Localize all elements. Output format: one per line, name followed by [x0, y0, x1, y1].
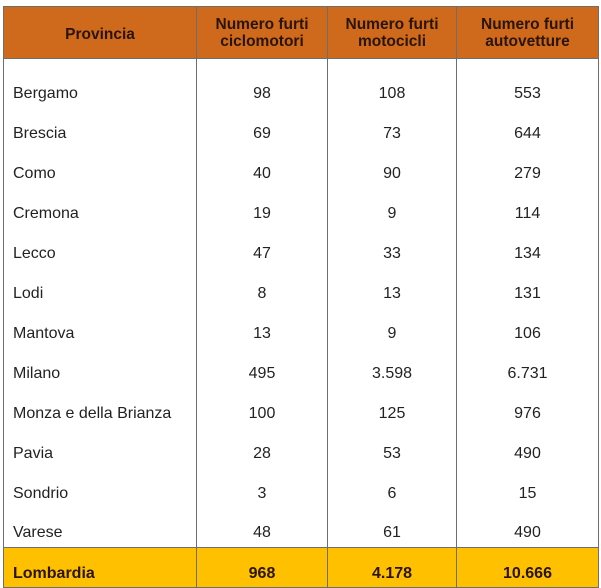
motocicli-cell: 9	[328, 308, 457, 348]
header-row	[4, 7, 599, 59]
total-row	[4, 548, 599, 588]
province-cell: Mantova	[4, 308, 197, 348]
autovetture-cell: 106	[457, 308, 599, 348]
ciclomotori-cell: 98	[197, 68, 328, 108]
province-cell: Milano	[4, 348, 197, 388]
header-label: motocicli	[357, 32, 427, 50]
total-label: Lombardia	[4, 548, 197, 588]
spacer-cell	[328, 59, 457, 68]
province-cell: Pavia	[4, 428, 197, 468]
spacer-cell	[197, 59, 328, 68]
autovetture-cell: 6.731	[457, 348, 599, 388]
spacer-cell	[4, 59, 197, 68]
table-row	[4, 188, 599, 228]
table-row	[4, 428, 599, 468]
autovetture-cell: 279	[457, 148, 599, 188]
header-provincia	[4, 7, 197, 59]
motocicli-cell: 3.598	[328, 348, 457, 388]
header-label: ciclomotori	[220, 32, 304, 50]
header-label: Provincia	[65, 26, 135, 43]
motocicli-cell: 125	[328, 388, 457, 428]
ciclomotori-cell: 47	[197, 228, 328, 268]
motocicli-cell: 73	[328, 108, 457, 148]
motocicli-cell: 33	[328, 228, 457, 268]
province-cell: Cremona	[4, 188, 197, 228]
autovetture-cell: 490	[457, 428, 599, 468]
table-row	[4, 148, 599, 188]
ciclomotori-cell: 495	[197, 348, 328, 388]
autovetture-cell: 15	[457, 468, 599, 508]
province-cell: Sondrio	[4, 468, 197, 508]
autovetture-cell: 490	[457, 508, 599, 548]
ciclomotori-cell: 8	[197, 268, 328, 308]
motocicli-cell: 53	[328, 428, 457, 468]
table-row	[4, 108, 599, 148]
province-cell: Bergamo	[4, 68, 197, 108]
header-label: Numero furti	[215, 15, 309, 33]
header-motocicli	[328, 7, 457, 59]
header-label: Numero furti	[481, 15, 574, 33]
motocicli-cell: 9	[328, 188, 457, 228]
total-ciclomotori: 968	[197, 548, 328, 588]
province-cell: Brescia	[4, 108, 197, 148]
ciclomotori-cell: 13	[197, 308, 328, 348]
autovetture-cell: 134	[457, 228, 599, 268]
header-autovetture	[457, 7, 599, 59]
header-label: Numero furti	[345, 15, 439, 33]
table-row	[4, 268, 599, 308]
province-cell: Como	[4, 148, 197, 188]
table-row	[4, 388, 599, 428]
province-cell: Varese	[4, 508, 197, 548]
ciclomotori-cell: 3	[197, 468, 328, 508]
table-row	[4, 468, 599, 508]
ciclomotori-cell: 28	[197, 428, 328, 468]
autovetture-cell: 976	[457, 388, 599, 428]
autovetture-cell: 131	[457, 268, 599, 308]
table-row	[4, 508, 599, 548]
spacer-row	[4, 59, 599, 68]
total-motocicli: 4.178	[328, 548, 457, 588]
table-row	[4, 348, 599, 388]
autovetture-cell: 553	[457, 68, 599, 108]
province-cell: Monza e della Brianza	[4, 388, 197, 428]
ciclomotori-cell: 19	[197, 188, 328, 228]
motocicli-cell: 61	[328, 508, 457, 548]
province-cell: Lodi	[4, 268, 197, 308]
motocicli-cell: 108	[328, 68, 457, 108]
table-row	[4, 308, 599, 348]
table-row	[4, 68, 599, 108]
ciclomotori-cell: 100	[197, 388, 328, 428]
motocicli-cell: 13	[328, 268, 457, 308]
ciclomotori-cell: 69	[197, 108, 328, 148]
thefts-table	[3, 6, 599, 588]
table-header	[4, 7, 599, 59]
header-ciclomotori	[197, 7, 328, 59]
ciclomotori-cell: 40	[197, 148, 328, 188]
autovetture-cell: 644	[457, 108, 599, 148]
table-body	[4, 59, 599, 548]
motocicli-cell: 6	[328, 468, 457, 508]
table-row	[4, 228, 599, 268]
autovetture-cell: 114	[457, 188, 599, 228]
table-footer	[4, 548, 599, 588]
header-label: autovetture	[485, 32, 570, 50]
motocicli-cell: 90	[328, 148, 457, 188]
total-autovetture: 10.666	[457, 548, 599, 588]
spacer-cell	[457, 59, 599, 68]
province-cell: Lecco	[4, 228, 197, 268]
ciclomotori-cell: 48	[197, 508, 328, 548]
